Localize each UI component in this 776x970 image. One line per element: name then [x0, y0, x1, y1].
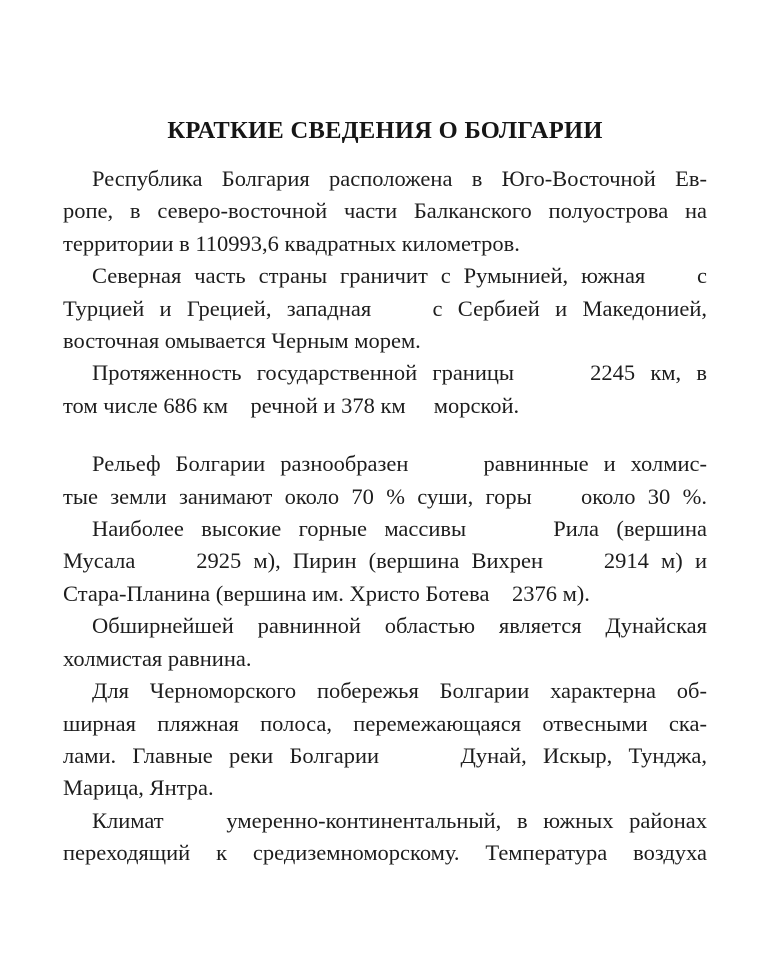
page-content — [63, 116, 707, 870]
paragraph — [63, 675, 707, 805]
text-line: холмистая равнина. — [63, 645, 252, 671]
text-line: Марица, Янтра. — [63, 775, 214, 801]
paragraph — [63, 610, 707, 675]
text-line: Для Черноморского побережья Болгарии характерна об- — [92, 678, 707, 704]
text-line: Республика Болгария расположена в Юго-Восточной Ев- — [92, 166, 707, 191]
text-line: Мусала 2925 м), Пирин (вершина Вихрен 2914 м) и — [63, 548, 707, 574]
text-line: Обширнейшей равнинной областью является Дунайская — [92, 613, 707, 639]
paragraph — [63, 260, 707, 357]
paragraph — [63, 163, 707, 260]
text-line: Стара-Планина (вершина им. Христо Ботева 2376 м). — [63, 580, 590, 606]
text-line: Климат умеренно-континентальный, в южных районах — [92, 807, 707, 833]
text-line: ширная пляжная полоса, перемежающаяся отвесными ска- — [63, 710, 707, 736]
text-line: Наиболее высокие горные массивы Рила (вершина — [92, 516, 707, 542]
paragraph — [63, 357, 707, 422]
paragraph — [63, 513, 707, 610]
page-title: КРАТКИЕ СВЕДЕНИЯ О БОЛГАРИИ — [167, 117, 603, 144]
text-line: Протяженность государственной границы 2245 км, в — [92, 360, 707, 386]
text-line: том числе 686 км речной и 378 км морской. — [63, 392, 520, 418]
text-line: Северная часть страны граничит с Румынией, южная с — [92, 263, 707, 289]
text-line: тые земли занимают около 70 % суши, горы около 30 %. — [63, 483, 707, 509]
text-line: лами. Главные реки Болгарии Дунай, Искыр, Тунджа, — [63, 742, 707, 768]
text-line: территории в 110993,6 квадратных километров. — [63, 230, 520, 256]
text-line: восточная омывается Черным морем. — [63, 328, 421, 354]
document-body — [63, 163, 707, 870]
text-line: переходящий к средиземноморскому. Температура воздуха — [63, 840, 707, 866]
text-line: ропе, в северо-восточной части Балканского полуострова на — [63, 198, 707, 224]
paragraph — [63, 805, 707, 870]
text-line: Рельеф Болгарии разнообразен равнинные и холмис- — [92, 451, 707, 477]
text-line: Турцией и Грецией, западная с Сербией и Македонией, — [63, 295, 707, 321]
paragraph — [63, 448, 707, 513]
